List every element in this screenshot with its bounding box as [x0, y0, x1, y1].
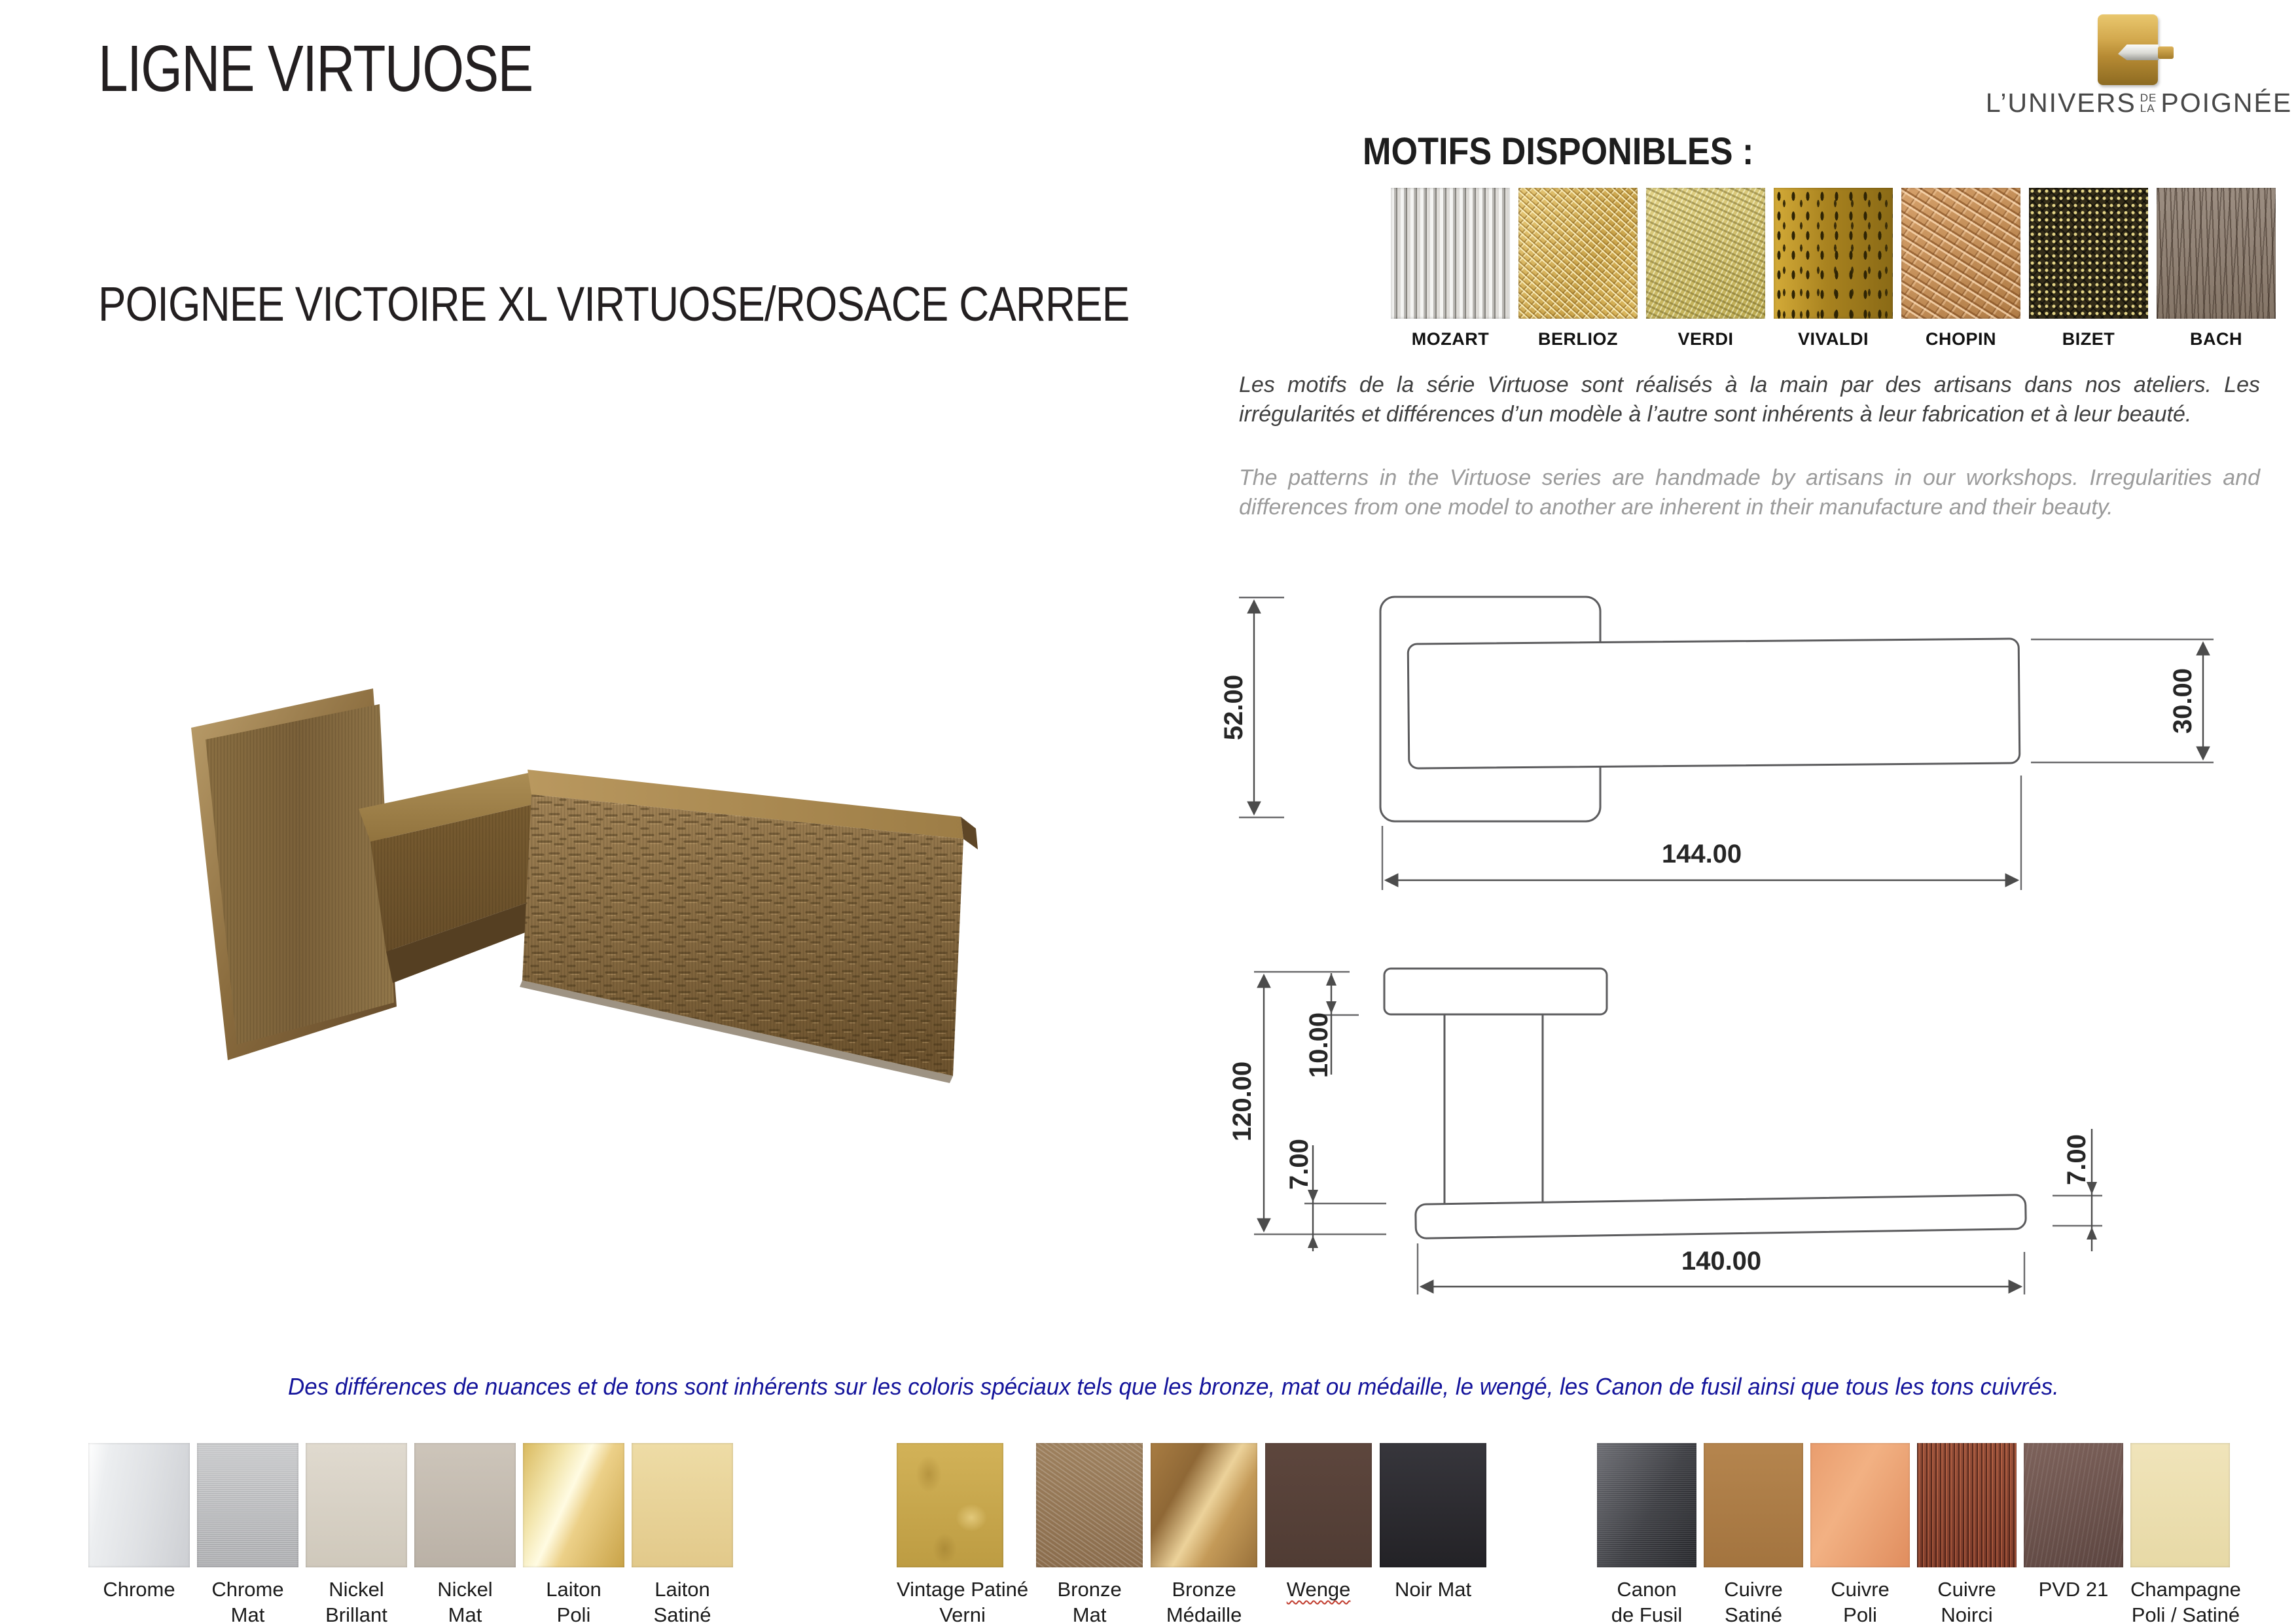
brand-stack-bottom: LA — [2140, 101, 2155, 115]
brand-stack — [2140, 93, 2157, 114]
finish-label-laiton-poli: Laiton Poli — [546, 1578, 601, 1623]
finish-wenge — [1265, 1443, 1372, 1602]
finish-swatch-bronze-mat — [1036, 1443, 1143, 1567]
finish-label-cuivre-poli: Cuivre Poli — [1831, 1578, 1890, 1623]
finish-label-cuivre-noirci: Cuivre Noirci — [1937, 1578, 1996, 1623]
finish-cuivre-satine — [1704, 1443, 1803, 1623]
motif-label-mozart: MOZART — [1411, 329, 1490, 349]
finish-swatch-wenge — [1265, 1443, 1372, 1567]
finish-chrome — [88, 1443, 190, 1602]
product-title: POIGNEE VICTOIRE XL VIRTUOSE/ROSACE CARREE — [98, 277, 1130, 331]
motif-swatch-chopin — [1901, 188, 2020, 319]
motifs-heading: MOTIFS DISPONIBLES : — [1363, 130, 1754, 173]
finish-group-plated — [88, 1443, 733, 1623]
intro-paragraph-en: The patterns in the Virtuose series are handmade by artisans in our workshops. Irregularities and differences from one model to another are inherent in their manufacture and their beauty. — [1239, 465, 2260, 520]
motif-swatch-vivaldi — [1774, 188, 1893, 319]
finish-cuivre-noirci — [1917, 1443, 2017, 1623]
motif-swatch-berlioz — [1518, 188, 1638, 319]
motif-label-vivaldi: VIVALDI — [1797, 329, 1869, 349]
handle-lever — [520, 770, 978, 1083]
motif-swatch-bizet — [2029, 188, 2148, 319]
side-view-drawing — [1228, 969, 2102, 1294]
finish-label-nickel-mat: Nickel Mat — [437, 1578, 493, 1623]
finish-swatch-cuivre-poli — [1810, 1443, 1910, 1567]
dim-total-height: 120.00 — [1228, 1061, 1257, 1142]
finish-swatch-noir-mat — [1380, 1443, 1486, 1567]
dim-lever-length: 144.00 — [1661, 840, 1742, 868]
dim-rosette-height: 52.00 — [1219, 674, 1248, 741]
dim-rosette-thickness: 10.00 — [1304, 1012, 1333, 1079]
handle-nub-icon — [2158, 46, 2174, 59]
finish-noir-mat — [1380, 1443, 1486, 1602]
motif-chopin — [1901, 188, 2020, 349]
brand-part1: L’UNIVERS — [1985, 88, 2136, 118]
product-photo — [164, 674, 995, 1132]
finish-swatch-nickel-brillant — [306, 1443, 407, 1567]
finish-label-cuivre-satine: Cuivre Satiné — [1724, 1578, 1783, 1623]
dim-lever-thickness: 7.00 — [2062, 1134, 2091, 1185]
finish-swatch-cuivre-noirci — [1917, 1443, 2017, 1567]
finish-label-bronze-medaille: Bronze Médaille — [1166, 1578, 1242, 1623]
dim-side-length: 140.00 — [1681, 1247, 1762, 1275]
finish-label-bronze-mat: Bronze Mat — [1057, 1578, 1122, 1623]
finish-nickel-mat — [414, 1443, 516, 1623]
finish-swatch-pvd-21 — [2024, 1443, 2123, 1567]
finish-swatch-canon-de-fusil — [1597, 1443, 1696, 1567]
brand-logo-text — [1985, 88, 2293, 118]
finish-laiton-satine — [632, 1443, 733, 1623]
finish-canon-de-fusil — [1597, 1443, 1696, 1623]
motif-verdi — [1646, 188, 1765, 349]
finish-swatch-champagne — [2130, 1443, 2230, 1567]
finish-bronze-medaille — [1151, 1443, 1257, 1623]
page-title: LIGNE VIRTUOSE — [98, 32, 533, 105]
finish-bronze-mat — [1036, 1443, 1143, 1623]
finish-swatch-nickel-mat — [414, 1443, 516, 1567]
motif-label-verdi: VERDI — [1677, 329, 1734, 349]
motif-bizet — [2029, 188, 2148, 349]
finish-nickel-brillant — [306, 1443, 407, 1623]
motif-swatch-bach — [2157, 188, 2276, 319]
finish-label-wenge: Wenge — [1286, 1578, 1351, 1601]
finish-label-chrome: Chrome — [103, 1578, 175, 1601]
dim-lever-height: 30.00 — [2168, 668, 2197, 734]
finish-swatch-laiton-satine — [632, 1443, 733, 1567]
finish-pvd-21 — [2024, 1443, 2123, 1602]
finish-label-laiton-satine: Laiton Satiné — [653, 1578, 711, 1623]
finish-label-vintage-patine-verni: Vintage Patiné Verni — [897, 1578, 1029, 1623]
dim-offset: 7.00 — [1285, 1139, 1314, 1190]
finish-label-champagne: Champagne Poli / Satiné — [2130, 1578, 2241, 1623]
finish-group-bronze — [897, 1443, 1486, 1623]
motif-label-berlioz: BERLIOZ — [1538, 329, 1618, 349]
color-note: Des différences de nuances et de tons sont inhérents sur les coloris spéciaux tels que les bronze, mat ou médaille, le wengé, les Canon de fusil ainsi que tous les tons cuivrés. — [288, 1373, 2059, 1400]
finish-cuivre-poli — [1810, 1443, 1910, 1623]
technical-drawings — [1217, 576, 2296, 1342]
motif-swatch-mozart — [1391, 188, 1510, 319]
brand-part2: POIGNÉE — [2161, 88, 2293, 118]
finish-swatch-cuivre-satine — [1704, 1443, 1803, 1567]
motif-swatch-verdi — [1646, 188, 1765, 319]
motif-berlioz — [1518, 188, 1638, 349]
finish-vintage-patine-verni — [897, 1443, 1028, 1623]
finish-label-nickel-brillant: Nickel Brillant — [325, 1578, 387, 1623]
finish-swatch-chrome — [88, 1443, 190, 1567]
motif-label-chopin: CHOPIN — [1925, 329, 1996, 349]
finish-chrome-mat — [197, 1443, 298, 1623]
finish-swatch-chrome-mat — [197, 1443, 298, 1567]
motif-mozart — [1391, 188, 1510, 349]
finish-champagne — [2130, 1443, 2241, 1623]
finish-label-chrome-mat: Chrome Mat — [211, 1578, 284, 1623]
finish-laiton-poli — [523, 1443, 624, 1623]
finish-swatch-vintage-patine-verni — [897, 1443, 1003, 1567]
motif-label-bach: BACH — [2190, 329, 2242, 349]
motif-label-bizet: BIZET — [2062, 329, 2115, 349]
finish-label-noir-mat: Noir Mat — [1395, 1578, 1472, 1601]
brand-stack-top: DE — [2140, 91, 2157, 104]
finish-group-copper — [1597, 1443, 2241, 1623]
motif-bach — [2157, 188, 2276, 349]
front-view-drawing — [1219, 597, 2214, 890]
finish-swatch-laiton-poli — [523, 1443, 624, 1567]
finish-label-pvd-21: PVD 21 — [2038, 1578, 2109, 1601]
motif-swatch-row — [1391, 188, 2276, 349]
motif-vivaldi — [1774, 188, 1893, 349]
finish-label-canon-de-fusil: Canon de Fusil — [1611, 1578, 1683, 1623]
intro-paragraph-fr: Les motifs de la série Virtuose sont réalisés à la main par des artisans dans nos ateliers. Les irrégularités et différences d’un modèle à l’autre sont inhérents à leur fabrication et à leur beauté. — [1239, 372, 2260, 427]
handle-rosette — [191, 688, 397, 1060]
finish-swatch-bronze-medaille — [1151, 1443, 1257, 1567]
